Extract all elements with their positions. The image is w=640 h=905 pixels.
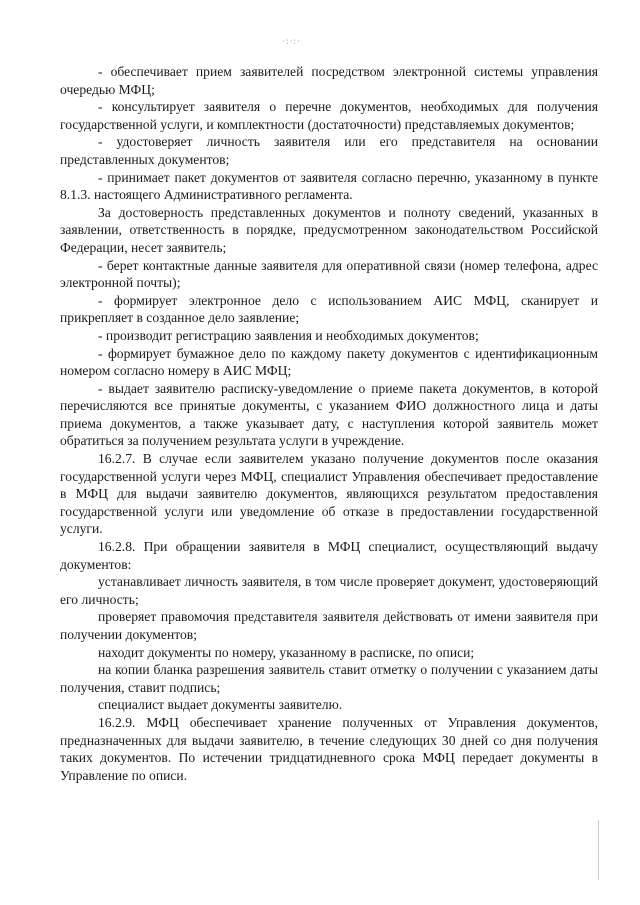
paragraph: - выдает заявителю расписку-уведомление о приеме пакета документов, в которой перечисляются все принятые документы, с указанием ФИО должностного лица и даты приема документов, а также указывает дату, с наступления которой заявитель может обратиться за получением результата услуги в учреждение. — [60, 380, 598, 449]
paragraph: на копии бланка разрешения заявитель ставит отметку о получении с указанием даты получения, ставит подпись; — [60, 662, 598, 695]
paragraph: проверяет правомочия представителя заявителя действовать от имени заявителя при получении документов; — [60, 609, 598, 642]
paragraph: находит документы по номеру, указанному в расписке, по описи; — [98, 644, 475, 660]
paragraph: За достоверность представленных документов и полноту сведений, указанных в заявлении, ответственность в порядке, предусмотренном законодательством Российской Федерации, несет заявитель; — [60, 204, 598, 255]
paragraph: 16.2.8. При обращении заявителя в МФЦ специалист, осуществляющий выдачу документов: — [60, 539, 598, 572]
scan-edge-line — [598, 820, 599, 880]
paragraph: устанавливает личность заявителя, в том числе проверяет документ, удостоверяющий его личность; — [60, 574, 598, 607]
scan-artifact: ·:·:· — [282, 36, 301, 46]
paragraph: - формирует электронное дело с использованием АИС МФЦ, сканирует и прикрепляет в созданное дело заявление; — [60, 292, 598, 326]
paragraph: - удостоверяет личность заявителя или его представителя на основании представленных документов; — [60, 134, 598, 167]
paragraph: - консультирует заявителя о перечне документов, необходимых для получения государственной услуги, и комплектности (достаточности) представляемых документов; — [60, 99, 598, 132]
paragraph: 16.2.9. МФЦ обеспечивает хранение полученных от Управления документов, предназначенных для выдачи заявителю, в течение следующих 30 дней со дня получения таких документов. По истечении тридцатидневного срока МФЦ передает документы в Управление по описи. — [60, 714, 598, 783]
document-body — [60, 63, 598, 784]
paragraph: - принимает пакет документов от заявителя согласно перечню, указанному в пункте 8.1.3. настоящего Административного регламента. — [60, 169, 598, 203]
paragraph: 16.2.7. В случае если заявителем указано получение документов после оказания государственной услуги через МФЦ, специалист Управления обеспечивает предоставление в МФЦ для выдачи заявителю документов, являющихся результатом предоставления государственной услуги или уведомление об отказе в предоставлении государственной услуги. — [60, 451, 598, 537]
paragraph: - производит регистрацию заявления и необходимых документов; — [98, 327, 479, 343]
paragraph: - берет контактные данные заявителя для оперативной связи (номер телефона, адрес электронной почты); — [60, 257, 598, 291]
paragraph: специалист выдает документы заявителю. — [98, 697, 343, 713]
paragraph: - обеспечивает прием заявителей посредством электронной системы управления очередью МФЦ; — [60, 64, 598, 97]
paragraph: - формирует бумажное дело по каждому пакету документов с идентификационным номером согласно номеру в АИС МФЦ; — [60, 345, 598, 379]
